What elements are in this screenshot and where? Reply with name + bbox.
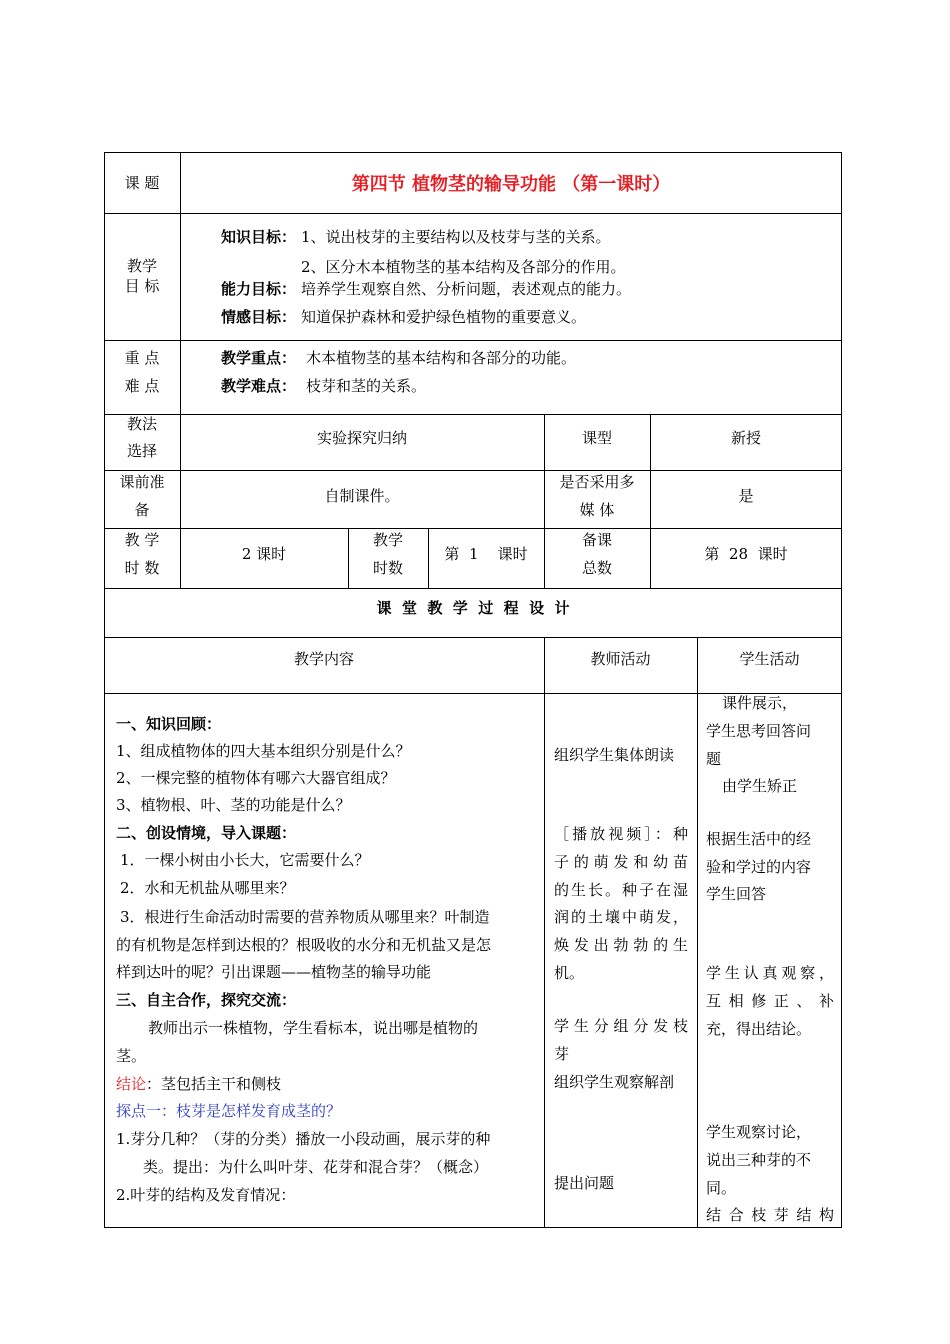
teacher-activity-4: 组织学生观察解剖 xyxy=(554,1073,675,1091)
emotion-goal-label: 情感目标： xyxy=(221,308,297,326)
col-content-header: 教学内容 xyxy=(293,650,354,668)
student-activity-4-line1: 学生认真观察， xyxy=(706,964,834,982)
intro-question-3-line1: 3．根进行生命活动时需要的营养物质从哪里来？叶制造 xyxy=(120,908,490,926)
method-label-2: 选择 xyxy=(126,442,157,460)
conclusion-text: ：茎包括主干和侧枝 xyxy=(146,1075,282,1093)
lesson-type-label: 课型 xyxy=(581,429,612,447)
student-activity-1-line1: 课件展示， xyxy=(722,694,798,712)
intro-question-3-line3: 样到达叶的呢？引出课题——植物茎的输导功能 xyxy=(116,963,432,981)
row-divider xyxy=(104,637,842,638)
review-question-3: 3、植物根、叶、茎的功能是什么？ xyxy=(116,796,351,814)
student-activity-4-line3: 充，得出结论。 xyxy=(706,1020,812,1038)
goals-label-1: 教学 xyxy=(126,257,157,275)
column-divider xyxy=(697,637,698,1228)
multimedia-label-1: 是否采用多 xyxy=(559,473,635,491)
teacher-activity-2-line3: 的生长。种子在湿 xyxy=(554,881,688,899)
explore-paragraph-line2: 茎。 xyxy=(116,1047,147,1065)
teacher-activity-1: 组织学生集体朗读 xyxy=(554,746,675,764)
key-point-text: 木本植物茎的基本结构和各部分的功能。 xyxy=(306,349,577,367)
teacher-activity-2-line4: 润的土壤中萌发， xyxy=(554,908,688,926)
student-activity-4-line2: 互相修正、补 xyxy=(706,992,834,1010)
intro-question-3-line2: 的有机物是怎样到达根的？根吸收的水分和无机盐又是怎 xyxy=(116,936,492,954)
class-hours-label-1: 教学 xyxy=(372,531,403,549)
knowledge-goal-1: 1、说出枝芽的主要结构以及枝芽与茎的关系。 xyxy=(301,228,611,246)
prep-label-2: 备 xyxy=(134,501,150,519)
student-activity-3-line3: 学生回答 xyxy=(706,885,767,903)
section-review-title: 一、知识回顾： xyxy=(116,715,222,733)
row-divider xyxy=(104,470,842,471)
explore-paragraph-line1: 教师出示一株植物，学生看标本，说出哪是植物的 xyxy=(148,1019,479,1037)
prep-value: 自制课件。 xyxy=(324,487,400,505)
hours-value: 2 课时 xyxy=(241,545,287,563)
bud-question-1-line1: 1.芽分几种？（芽的分类）播放一小段动画，展示芽的种 xyxy=(116,1130,491,1148)
knowledge-goal-label: 知识目标： xyxy=(221,228,297,246)
course-label: 课 题 xyxy=(124,174,160,192)
column-divider xyxy=(544,637,545,1228)
ability-goal-text: 培养学生观察自然、分析问题，表述观点的能力。 xyxy=(301,280,632,298)
teacher-activity-5: 提出问题 xyxy=(554,1174,615,1192)
teacher-activity-2-line2: 子的萌发和幼苗 xyxy=(554,853,688,871)
student-activity-5-line2: 说出三种芽的不 xyxy=(706,1151,812,1169)
prep-total-value: 第 28 课时 xyxy=(704,545,788,563)
teacher-activity-2-line5: 焕发出勃勃的生 xyxy=(554,936,688,954)
bud-question-2: 2.叶芽的结构及发育情况： xyxy=(116,1186,296,1204)
row-divider xyxy=(104,588,842,589)
key-point-label: 教学重点： xyxy=(221,349,297,367)
row-divider xyxy=(104,340,842,341)
bud-question-1-line2: 类。提出：为什么叫叶芽、花芽和混合芽？（概念） xyxy=(143,1158,489,1176)
class-hours-value: 第 1 课时 xyxy=(444,545,528,563)
multimedia-label-2: 媒 体 xyxy=(579,501,615,519)
difficult-point-label: 教学难点： xyxy=(221,377,297,395)
lesson-title: 第四节 植物茎的输导功能 （第一课时） xyxy=(351,174,671,195)
explore-point-1: 探点一：枝芽是怎样发育成茎的？ xyxy=(116,1102,342,1120)
row-divider xyxy=(104,528,842,529)
hours-label-2: 时 数 xyxy=(124,559,160,577)
col-student-header: 学生活动 xyxy=(739,650,800,668)
teacher-activity-3-line1: 学生分组分发枝 xyxy=(554,1017,688,1035)
method-value: 实验探究归纳 xyxy=(316,429,407,447)
lesson-type-value: 新授 xyxy=(730,429,761,447)
student-activity-3-line1: 根据生活中的经 xyxy=(706,830,812,848)
focus-label-2: 难 点 xyxy=(124,377,160,395)
hours-label-1: 教 学 xyxy=(124,531,160,549)
student-activity-1-line3: 题 xyxy=(706,750,722,768)
ability-goal-label: 能力目标： xyxy=(221,280,297,298)
prep-total-label-2: 总数 xyxy=(581,559,612,577)
class-hours-label-2: 时数 xyxy=(372,559,403,577)
col-teacher-header: 教师活动 xyxy=(590,650,651,668)
review-question-1: 1、组成植物体的四大基本组织分别是什么？ xyxy=(116,742,411,760)
knowledge-goal-2: 2、区分木本植物茎的基本结构及各部分的作用。 xyxy=(301,258,626,276)
method-label-1: 教法 xyxy=(126,415,157,433)
conclusion-label: 结论 xyxy=(116,1075,147,1093)
conclusion-line xyxy=(116,1071,281,1098)
emotion-goal-text: 知道保护森林和爱护绿色植物的重要意义。 xyxy=(301,308,587,326)
intro-question-2: 2．水和无机盐从哪里来？ xyxy=(120,879,295,897)
section-explore-title: 三、自主合作，探究交流： xyxy=(116,991,297,1009)
review-question-2: 2、一棵完整的植物体有哪六大器官组成？ xyxy=(116,769,396,787)
student-activity-1-line2: 学生思考回答问 xyxy=(706,722,812,740)
student-activity-2: 由学生矫正 xyxy=(722,777,798,795)
column-divider xyxy=(180,152,181,588)
row-divider xyxy=(104,213,842,214)
multimedia-value: 是 xyxy=(738,487,754,505)
teacher-activity-2-line6: 机。 xyxy=(554,964,585,982)
prep-label-1: 课前准 xyxy=(119,473,165,491)
process-title: 课 堂 教 学 过 程 设 计 xyxy=(376,599,570,617)
row-divider xyxy=(104,414,842,415)
focus-label-1: 重 点 xyxy=(124,349,160,367)
student-activity-5-line3: 同。 xyxy=(706,1179,737,1197)
teacher-activity-3-line2: 芽 xyxy=(554,1045,570,1063)
prep-total-label-1: 备课 xyxy=(581,531,612,549)
teacher-activity-2-line1: ［播放视频］：种 xyxy=(554,825,688,843)
intro-question-1: 1．一棵小树由小长大，它需要什么？ xyxy=(120,851,370,869)
student-activity-3-line2: 验和学过的内容 xyxy=(706,858,812,876)
student-activity-6: 结合枝芽结构 xyxy=(706,1206,834,1224)
section-intro-title: 二、创设情境，导入课题： xyxy=(116,824,297,842)
student-activity-5-line1: 学生观察讨论， xyxy=(706,1123,812,1141)
goals-label-2: 目 标 xyxy=(124,277,160,295)
difficult-point-text: 枝芽和茎的关系。 xyxy=(306,377,427,395)
